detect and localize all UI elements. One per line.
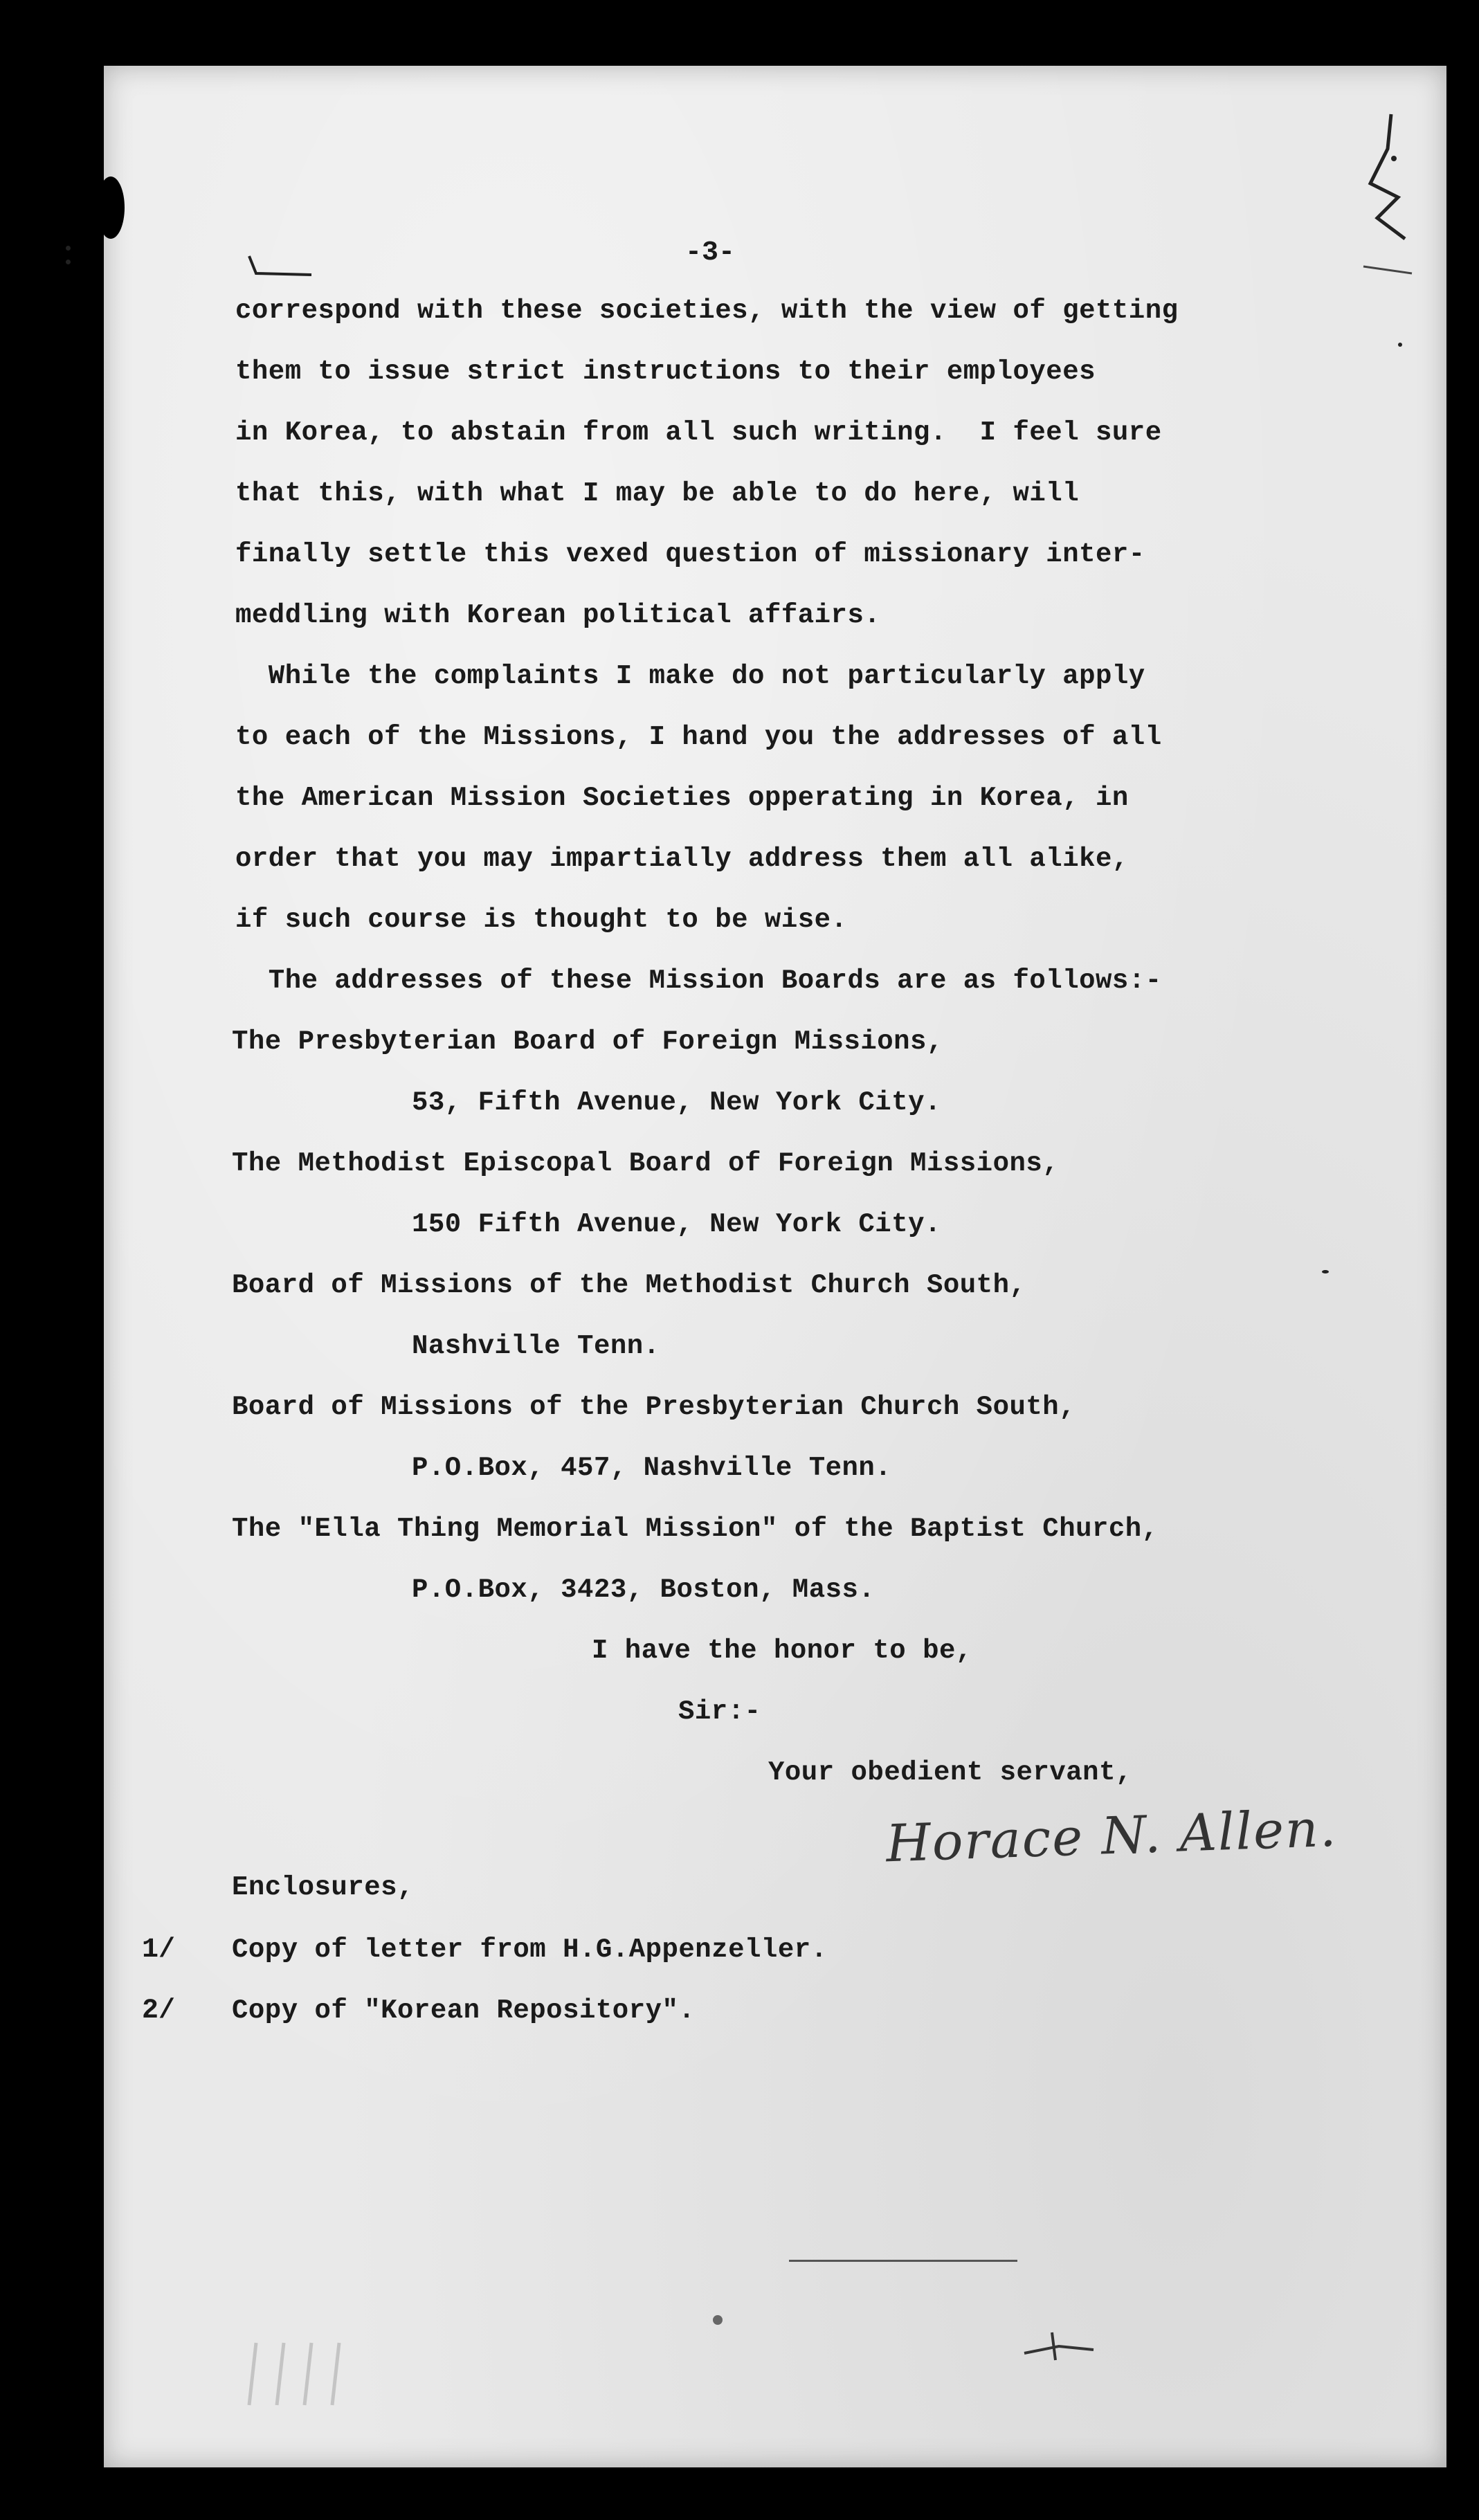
address-line: P.O.Box, 3423, Boston, Mass. <box>412 1575 875 1605</box>
corner-scribble <box>1350 107 1433 287</box>
address-line: The Presbyterian Board of Foreign Missions, <box>232 1026 943 1057</box>
body-line: if such course is thought to be wise. <box>235 905 848 935</box>
address-line: 53, Fifth Avenue, New York City. <box>412 1087 941 1118</box>
body-line: to each of the Missions, I hand you the addresses of all <box>235 722 1162 752</box>
address-line: Board of Missions of the Presbyterian Church South, <box>232 1392 1076 1422</box>
document-page <box>104 66 1446 2467</box>
faint-pencil-marks <box>242 2329 381 2412</box>
body-line: in Korea, to abstain from all such writing. I feel sure <box>235 417 1162 448</box>
enclosure-item: Copy of "Korean Repository". <box>232 1995 696 2026</box>
body-line: The addresses of these Mission Boards are as follows:- <box>235 966 1162 996</box>
enclosures-heading: Enclosures, <box>232 1872 414 1903</box>
ink-speck <box>1322 1270 1329 1273</box>
address-line: 150 Fifth Avenue, New York City. <box>412 1209 941 1240</box>
ink-speck <box>66 260 71 264</box>
footer-rule <box>789 2260 1017 2262</box>
address-line: Board of Missions of the Methodist Church South, <box>232 1270 1026 1300</box>
address-line: The Methodist Episcopal Board of Foreign Missions, <box>232 1148 1060 1179</box>
body-line: them to issue strict instructions to their employees <box>235 356 1096 387</box>
ink-speck <box>1398 343 1402 347</box>
body-line: correspond with these societies, with the view of getting <box>235 296 1179 326</box>
body-line: the American Mission Societies opperating in Korea, in <box>235 783 1129 813</box>
signature: Horace N. Allen. <box>884 1798 1339 1874</box>
closing-line: Sir:- <box>678 1696 761 1727</box>
binder-hole <box>97 176 125 239</box>
body-line: While the complaints I make do not particularly apply <box>235 661 1145 691</box>
enclosure-number: 2/ <box>142 1995 176 2027</box>
ink-speck <box>66 246 71 251</box>
body-line: order that you may impartially address them all alike, <box>235 844 1129 874</box>
bottom-scribble <box>1017 2326 1100 2367</box>
ink-speck <box>713 2315 723 2325</box>
enclosure-item: Copy of letter from H.G.Appenzeller. <box>232 1934 828 1965</box>
top-left-scribble <box>242 253 325 280</box>
address-line: P.O.Box, 457, Nashville Tenn. <box>412 1453 892 1483</box>
closing-line: I have the honor to be, <box>592 1635 972 1666</box>
page-number: -3- <box>685 237 736 269</box>
body-line: finally settle this vexed question of missionary inter- <box>235 539 1145 570</box>
body-line: that this, with what I may be able to do here, will <box>235 478 1080 509</box>
address-line: Nashville Tenn. <box>412 1331 660 1361</box>
address-line: The "Ella Thing Memorial Mission" of the Baptist Church, <box>232 1514 1159 1544</box>
closing-line: Your obedient servant, <box>768 1757 1132 1788</box>
enclosure-number: 1/ <box>142 1934 176 1966</box>
body-line: meddling with Korean political affairs. <box>235 600 881 631</box>
